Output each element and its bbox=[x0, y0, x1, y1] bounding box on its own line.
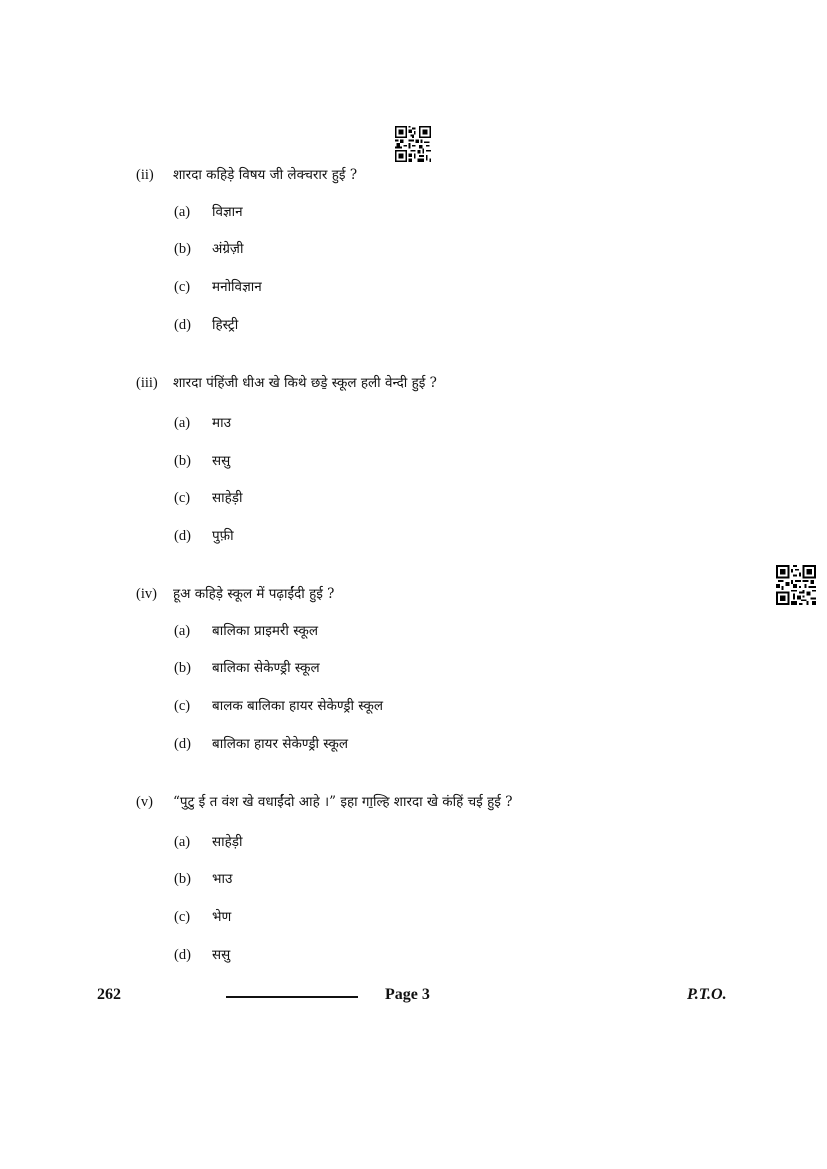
question-text: “पुटु ई त वंश खे वधाईंदो आहे ।” इहा गा̱ल्हि शारदा खे कंहिं चई हुई ? bbox=[173, 794, 513, 810]
question-text: हूअ कहिड़े स्कूल में पढ़ाईंदी हुई ? bbox=[173, 586, 335, 602]
qr-code-side bbox=[776, 565, 816, 605]
option-text: मनोविज्ञान bbox=[212, 279, 262, 295]
option-text: बालिका प्राइमरी स्कूल bbox=[212, 623, 318, 639]
question-number: (v) bbox=[136, 794, 153, 810]
option-text: ससु bbox=[212, 453, 231, 469]
option-text: पुफ़ी bbox=[212, 528, 234, 544]
qr-code-top bbox=[395, 126, 431, 162]
option-label: (b) bbox=[174, 871, 191, 887]
question-number: (iv) bbox=[136, 586, 157, 602]
question-number: (iii) bbox=[136, 375, 158, 391]
option-label: (c) bbox=[174, 279, 191, 295]
option-text: बालक बालिका हायर सेकेण्ड्री स्कूल bbox=[212, 698, 384, 714]
option-text: साहेड़ी bbox=[212, 490, 243, 506]
option-label: (d) bbox=[174, 528, 191, 544]
question-text: शारदा पंहिंजी धीअ खे किथे छडे̱ स्कूल हली वेन्दी हुई ? bbox=[173, 375, 437, 391]
option-label: (b) bbox=[174, 453, 191, 469]
option-text: भाउ bbox=[212, 871, 233, 887]
option-label: (a) bbox=[174, 204, 191, 220]
option-text: बालिका सेकेण्ड्री स्कूल bbox=[212, 660, 320, 676]
question-text: शारदा कहिड़े विषय जी लेक्चरार हुई ? bbox=[173, 167, 358, 183]
footer-divider bbox=[226, 996, 358, 998]
option-label: (b) bbox=[174, 241, 191, 257]
option-label: (a) bbox=[174, 834, 191, 850]
option-label: (d) bbox=[174, 947, 191, 963]
option-text: साहेड़ी bbox=[212, 834, 243, 850]
option-label: (a) bbox=[174, 623, 191, 639]
page-number: Page 3 bbox=[385, 986, 430, 1003]
option-text: बालिका हायर सेकेण्ड्री स्कूल bbox=[212, 736, 349, 752]
option-label: (a) bbox=[174, 415, 191, 431]
paper-code: 262 bbox=[97, 986, 121, 1003]
option-label: (c) bbox=[174, 909, 191, 925]
option-text: हिस्ट्री bbox=[212, 317, 239, 333]
option-text: माउ bbox=[212, 415, 231, 431]
option-text: भेण bbox=[212, 909, 232, 925]
option-label: (d) bbox=[174, 317, 191, 333]
option-text: विज्ञान bbox=[212, 204, 243, 220]
option-text: अंग्रेज़ी bbox=[212, 241, 244, 257]
option-label: (b) bbox=[174, 660, 191, 676]
option-text: ससु bbox=[212, 947, 231, 963]
option-label: (d) bbox=[174, 736, 191, 752]
please-turn-over: P.T.O. bbox=[687, 986, 727, 1003]
option-label: (c) bbox=[174, 490, 191, 506]
question-number: (ii) bbox=[136, 167, 154, 183]
option-label: (c) bbox=[174, 698, 191, 714]
